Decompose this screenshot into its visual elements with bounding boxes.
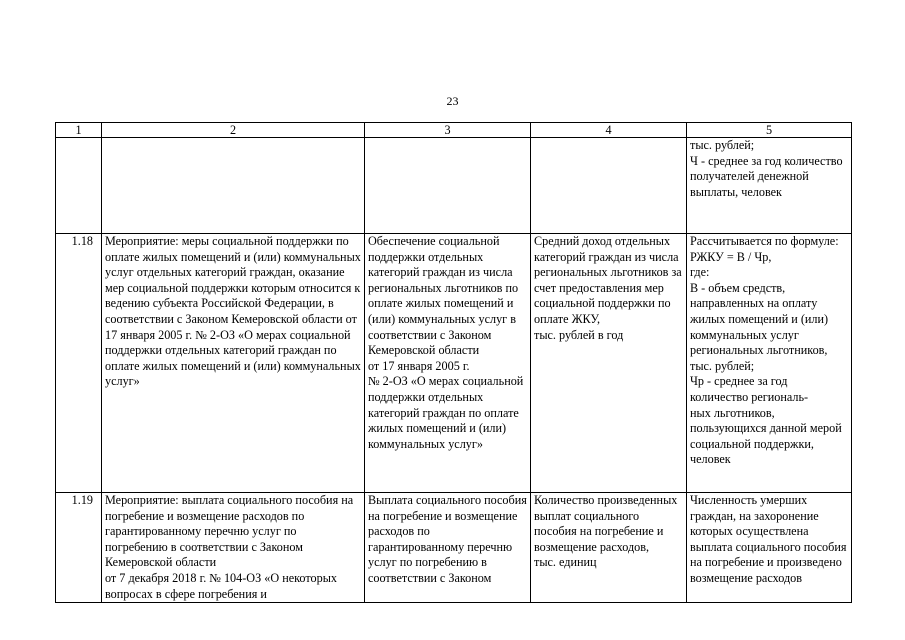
cell-calculation: Численность умерших граждан, на захоронение которых осуществлена выплата социального пособия на погребение и произведено возмещение расходов	[687, 493, 852, 603]
cell-measure: Мероприятие: выплата социального пособия на погребение и возмещение расходов по гарантированному перечню услуг по погребению в соответствии с Законом Кемеровской области от 7 декабря 2018 г. № 104-ОЗ «О некоторых вопросах в сфере погребения и	[102, 493, 365, 603]
cell-measure: Мероприятие: меры социальной поддержки по оплате жилых помещений и (или) коммунальных услуг отдельных категорий граждан, оказание мер социальной поддержки которым относится к ведению субъекта Российской Федерации, в соответствии с Законом Кемеровской области от 17 января 2005 г. № 2-ОЗ «О мерах социальной поддержки отдельных категорий граждан по оплате жилых помещений и (или) коммунальных услуг»	[102, 234, 365, 493]
header-cell-1: 1	[56, 123, 102, 138]
cell-indicator: Средний доход отдельных категорий граждан из числа региональных льготников за счет предоставления мер социальной поддержки по оплате ЖКУ, тыс. рублей в год	[531, 234, 687, 493]
cell-calculation: Рассчитывается по формуле: РЖКУ = В / Чр, где: В - объем средств, направленных на оплату жилых помещений и (или) коммунальных услуг региональных льготников, тыс. рублей; Чр - среднее за год количество региональ- ных льготников, пользующихся данной мерой социальной поддержки, человек	[687, 234, 852, 493]
cell-purpose: Выплата социального пособия на погребение и возмещение расходов по гарантированному перечню услуг по погребению в соответствии с Законом	[365, 493, 531, 603]
table-row	[56, 234, 852, 493]
cell-purpose: Обеспечение социальной поддержки отдельных категорий граждан из числа региональных льготников по оплате жилых помещений и (или) коммунальных услуг в соответствии с Законом Кемеровской области от 17 января 2005 г. № 2-ОЗ «О мерах социальной поддержки отдельных категорий граждан по оплате жилых помещений и (или) коммунальных услуг»	[365, 234, 531, 493]
cell-purpose	[365, 138, 531, 234]
header-cell-4: 4	[531, 123, 687, 138]
header-cell-2: 2	[102, 123, 365, 138]
table-header-row	[56, 123, 852, 138]
cell-indicator	[531, 138, 687, 234]
cell-measure	[102, 138, 365, 234]
cell-number: 1.18	[56, 234, 102, 493]
page-number: 23	[446, 94, 459, 108]
cell-number	[56, 138, 102, 234]
table-row	[56, 493, 852, 603]
header-cell-5: 5	[687, 123, 852, 138]
cell-indicator: Количество произведенных выплат социального пособия на погребение и возмещение расходов, тыс. единиц	[531, 493, 687, 603]
document-table	[55, 122, 852, 603]
cell-number: 1.19	[56, 493, 102, 603]
table-row-continuation	[56, 138, 852, 234]
header-cell-3: 3	[365, 123, 531, 138]
cell-calculation: тыс. рублей; Ч - среднее за год количество получателей денежной выплаты, человек	[687, 138, 852, 234]
